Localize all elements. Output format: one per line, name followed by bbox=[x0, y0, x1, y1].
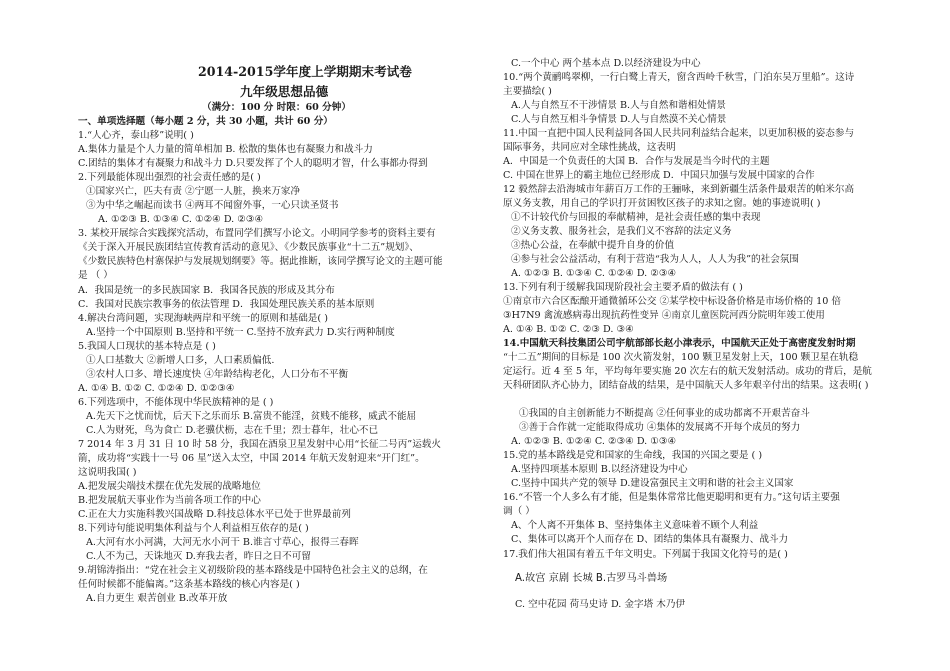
left-text-line: C.正在大力实施科教兴国战略 D.科技总体水平已处于世界最前列 bbox=[78, 509, 351, 520]
left-text-line: B.把发展航天事业作为当前各项工作的中心 bbox=[78, 495, 261, 506]
left-text-line: 2.下列最能体现出强烈的社会责任感的是( ) bbox=[78, 172, 261, 183]
left-text-line: 箭，成功将“实践十一号 06 星”送入太空，中国 2014 年航天发射迎来“开门红”。 bbox=[78, 453, 425, 464]
left-text-line: C.人不为己，天诛地灭 D.弃我去者，昨日之日不可留 bbox=[86, 551, 311, 562]
right-text-line: 调（ ） bbox=[503, 506, 535, 517]
left-text-line: 8.下列诗句能说明集体利益与个人利益相互依存的是( ) bbox=[78, 523, 309, 534]
left-text-line: A.先天下之忧而忧，后天下之乐而乐 B.富贵不能淫，贫贱不能移，威武不能屈 bbox=[86, 411, 417, 422]
right-text-line: 国际事务，共同应对全球性挑战，这表明 bbox=[503, 142, 676, 153]
right-text-line: ④参与社会公益活动，有利于营造“我为人人，人人为我”的社会氛围 bbox=[511, 254, 800, 265]
right-text-line: C、集体可以离开个人而存在 D、团结的集体具有凝聚力、战斗力 bbox=[511, 534, 789, 545]
left-text-line: ③为中华之崛起而读书 ④两耳不闻窗外事，一心只读圣贤书 bbox=[86, 200, 339, 211]
right-text-line: A. ①②③ B. ①③④ C. ①②④ D. ②③④ bbox=[511, 268, 677, 279]
right-text-line: ③H7N9 禽流感病毒出现抗药性变异 ④南京儿童医院河西分院明年竣工使用 bbox=[503, 310, 825, 321]
left-text-line: C．我国对民族宗教事务的依法管理 D．我国处理民族关系的基本原则 bbox=[78, 299, 375, 310]
left-text-line: （满分：100 分 时限：60 分钟） bbox=[202, 102, 351, 113]
right-text-line: 定运行。近 4 至 5 年，平均每年要实施 20 次左右的航天发射活动。成功的背后，是航 bbox=[503, 366, 872, 377]
left-text-line: 9.胡锦涛指出：“党在社会主义初级阶段的基本路线是中国特色社会主义的总纲，在 bbox=[78, 565, 428, 576]
left-text-line: 九年级思想品德 bbox=[240, 84, 329, 99]
right-text-line: 10.“两个黄鹂鸣翠柳，一行白鹭上青天，窗含西岭千秋雪，门泊东吴万里船”。这诗 bbox=[503, 72, 855, 83]
right-text-line: ①南京市六合区酝酿开通微循环公交 ②某学校中标设备价格是市场价格的 10 倍 bbox=[503, 296, 841, 307]
right-text-line: A.人与自然互不干涉情景 B.人与自然和谐相处情景 bbox=[511, 100, 727, 111]
right-text-line: 天科研团队齐心协力，团结奋战的结果，是中国航天人多年艰辛付出的结果。这表明( ) bbox=[503, 380, 869, 391]
left-text-line: A.自力更生 艰苦创业 B.改革开放 bbox=[86, 593, 228, 604]
right-text-line: 14.中国航天科技集团公司宇航部部长赵小津表示，中国航天正处于高密度发射时期 bbox=[503, 338, 856, 349]
right-text-line: “十二五”期间的目标是 100 次火箭发射，100 颗卫星发射上天，100 颗卫星在轨稳 bbox=[503, 352, 859, 363]
left-text-line: A.大河有水小河满，大河无水小河干 B.谁言寸草心，报得三春晖 bbox=[86, 537, 359, 548]
left-text-line: A．我国是统一的多民族国家 B．我国各民族的形成及其分布 bbox=[78, 285, 335, 296]
left-text-line: 《关于深入开展民族团结宣传教育活动的意见》、《少数民族事业“十二五”规划》、 bbox=[78, 242, 419, 253]
left-text-line: 3. 某校开展综合实践探究活动，布置同学们撰写小论文。小明同学参考的资料主要有 bbox=[78, 228, 436, 239]
right-text-line: A．中国是一个负责任的大国 B．合作与发展是当今时代的主题 bbox=[503, 156, 770, 167]
right-text-line: 12 毅然辞去沿海城市年薪百万工作的王骊咏，来到新疆生活条件最艰苦的帕米尔高 bbox=[503, 184, 855, 195]
left-text-line: 《少数民族特色村寨保护与发展规划纲要》等。据此推断，该同学撰写论文的主题可能 bbox=[78, 256, 443, 267]
right-text-line: 主要描绘( ) bbox=[503, 86, 552, 97]
left-text-line: ③农村人口多、增长速度快 ④年龄结构老化，人口分布不平衡 bbox=[86, 369, 349, 380]
right-text-line: 16.“不管一个人多么有才能，但是集体常常比他更聪明和更有力。”这句话主要强 bbox=[503, 492, 840, 503]
left-text-line: A. ①④ B. ①② C. ①②④ D. ①②③④ bbox=[78, 383, 235, 394]
right-text-line: ①不计较代价与回报的奉献精神，是社会责任感的集中表现 bbox=[511, 212, 761, 223]
right-text-line: C.一个中心 两个基本点 D.以经济建设为中心 bbox=[511, 58, 701, 69]
left-text-line: 2014-2015学年度上学期期末考试卷 bbox=[198, 64, 412, 79]
left-text-line: A. ①②③ B. ①③④ C. ①②④ D. ②③④ bbox=[98, 214, 264, 225]
left-text-line: 6.下列选项中，不能体现中华民族精神的是 ( ) bbox=[78, 397, 274, 408]
left-text-line: C.人为财死，鸟为食亡 D.老骥伏枥，志在千里；烈士暮年，壮心不已 bbox=[86, 425, 379, 436]
left-text-line: C.团结的集体才有凝聚力和战斗力 D.只要发挥了个人的聪明才智，什么事都办得到 bbox=[78, 158, 428, 169]
left-text-line: ①国家兴亡，匹夫有责 ②宁愿一人脏，换来万家净 bbox=[86, 186, 301, 197]
left-text-line: 1.“人心齐，泰山移”说明( ) bbox=[78, 130, 194, 141]
right-text-line: ②义务支教、服务社会，是我们义不容辞的法定义务 bbox=[511, 226, 732, 237]
left-text-line: 是 （ ） bbox=[78, 270, 113, 281]
left-text-line: 任何时候都不能偏离。”这条基本路线的核心内容是( ) bbox=[78, 579, 300, 590]
left-text-line: A.坚持一个中国原则 B.坚持和平统一 C.坚持不放弃武力 D.实行两种制度 bbox=[86, 327, 395, 338]
left-text-line: A.把发展尖端技术摆在优先发展的战略地位 bbox=[78, 481, 261, 492]
right-text-line: A、个人离不开集体 B、坚持集体主义意味着不顾个人利益 bbox=[511, 520, 759, 531]
right-text-line: 17.我们伟大祖国有着五千年文明史。下列属于我国文化符号的是( ) bbox=[503, 549, 788, 560]
left-text-line: A.集体力量是个人力量的简单相加 B. 松散的集体也有凝聚力和战斗力 bbox=[78, 144, 373, 155]
right-text-line: 原义务支教，用自己的学识打开贫困牧区孩子的求知之窗。她的事迹说明( ) bbox=[503, 198, 821, 209]
right-text-line: 11.中国一直把中国人民利益同各国人民共同利益结合起来，以更加积极的姿态参与 bbox=[503, 128, 855, 139]
right-text-line: ③善于合作就一定能取得成功 ④集体的发展离不开每个成员的努力 bbox=[519, 422, 801, 433]
right-text-line: ③热心公益，在奉献中提升自身的价值 bbox=[511, 240, 675, 251]
left-text-line: ①人口基数大 ②新增人口多，人口素质偏低. bbox=[86, 355, 275, 366]
right-text-line: ①我国的自主创新能力不断提高 ②任何事业的成功都离不开艰苦奋斗 bbox=[519, 408, 810, 419]
right-text-line: A. ①④ B. ①② C. ②③ D. ③④ bbox=[503, 324, 634, 335]
right-text-line: 13.下列有利于缓解我国现阶段社会主要矛盾的做法有 ( ) bbox=[503, 282, 743, 293]
right-text-line: C.坚持中国共产党的领导 D.建设富强民主文明和谐的社会主义国家 bbox=[511, 478, 794, 489]
left-text-line: 一、单项选择题（每小题 2 分，共 30 小题，共计 60 分） bbox=[78, 116, 333, 127]
left-text-line: 4.解决台湾问题，实现海峡两岸和平统一的原则和基础是( ) bbox=[78, 313, 328, 324]
right-text-line: 15.党的基本路线是党和国家的生命线，我国的兴国之要是 ( ) bbox=[503, 450, 763, 461]
right-text-line: A. ①②③ B. ①②④ C. ②③④ D. ①③④ bbox=[511, 436, 677, 447]
right-text-line: C. 空中花园 荷马史诗 D. 金字塔 木乃伊 bbox=[515, 599, 686, 610]
right-text-line: C. 中国在世界上的霸主地位已经形成 D．中国只加强与发展中国家的合作 bbox=[503, 170, 815, 181]
right-text-line: A.故宫 京剧 长城 B.古罗马斗兽场 bbox=[515, 573, 668, 584]
left-text-line: 7 2014 年 3 月 31 日 10 时 58 分，我国在酒泉卫星发射中心用“长征二号丙”运载火 bbox=[78, 439, 441, 450]
left-text-line: 这说明我国( ) bbox=[78, 467, 137, 478]
right-text-line: A.坚持四项基本原则 B.以经济建设为中心 bbox=[511, 464, 688, 475]
right-text-line: C.人与自然互相斗争情景 D.人与自然漠不关心情景 bbox=[511, 114, 727, 125]
left-text-line: 5.我国人口现状的基本特点是 ( ) bbox=[78, 341, 216, 352]
